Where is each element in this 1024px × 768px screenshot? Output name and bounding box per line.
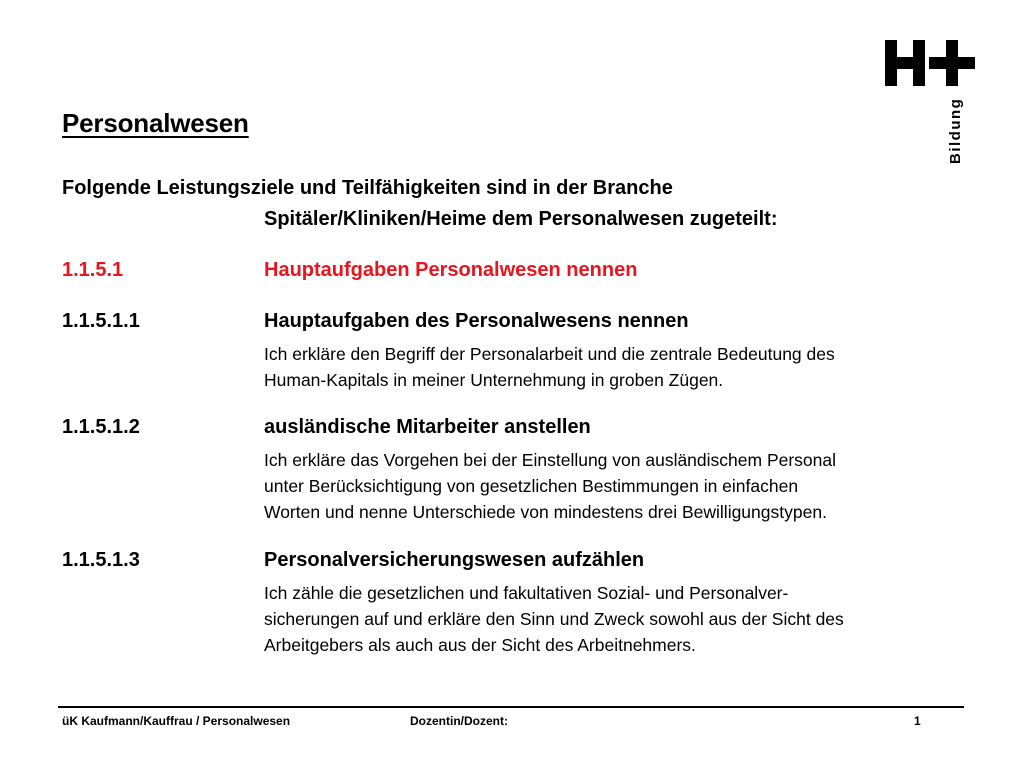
objective-number: 1.1.5.1.1	[62, 310, 140, 332]
footer-page-number: 1	[914, 714, 921, 728]
objective-number: 1.1.5.1.3	[62, 549, 140, 571]
footer-lecturer: Dozentin/Dozent:	[410, 714, 508, 728]
description-line: Worten und nenne Unterschiede von mindestens drei Bewilligungstypen.	[264, 502, 827, 522]
objective-number: 1.1.5.1.2	[62, 416, 140, 438]
intro-line-1: Folgende Leistungsziele und Teilfähigkeiten sind in der Branche	[62, 177, 673, 199]
objective-description	[264, 341, 964, 393]
description-line: Ich zähle die gesetzlichen und fakultativen Sozial- und Personalver-	[264, 583, 789, 603]
logo-subtitle: Bildung	[947, 97, 964, 164]
h-plus-bildung-logo	[880, 38, 980, 168]
description-line: Ich erkläre das Vorgehen bei der Einstellung von ausländischem Personal	[264, 450, 837, 470]
objective-heading: ausländische Mitarbeiter anstellen	[264, 416, 591, 438]
description-line: Human-Kapitals in meiner Unternehmung in groben Zügen.	[264, 370, 724, 390]
objective-description	[264, 447, 964, 525]
footer-divider	[58, 706, 964, 708]
objective-heading: Personalversicherungswesen aufzählen	[264, 549, 645, 571]
goal-number: 1.1.5.1	[62, 259, 124, 281]
goal-heading: Hauptaufgaben Personalwesen nennen	[264, 259, 638, 281]
page-title: Personalwesen	[62, 108, 249, 138]
description-line: sicherungen auf und erkläre den Sinn und Zweck sowohl aus der Sicht des	[264, 609, 844, 629]
objective-description	[264, 580, 964, 658]
description-line: Ich erkläre den Begriff der Personalarbeit und die zentrale Bedeutung des	[264, 344, 835, 364]
footer-course: üK Kaufmann/Kauffrau / Personalwesen	[62, 714, 291, 728]
description-line: unter Berücksichtigung von gesetzlichen Bestimmungen in einfachen	[264, 476, 799, 496]
intro-line-2: Spitäler/Kliniken/Heime dem Personalwesen zugeteilt:	[264, 208, 778, 230]
h-plus-logo-icon	[880, 38, 980, 168]
description-line: Arbeitgebers als auch aus der Sicht des Arbeitnehmers.	[264, 635, 696, 655]
objective-heading: Hauptaufgaben des Personalwesens nennen	[264, 310, 689, 332]
